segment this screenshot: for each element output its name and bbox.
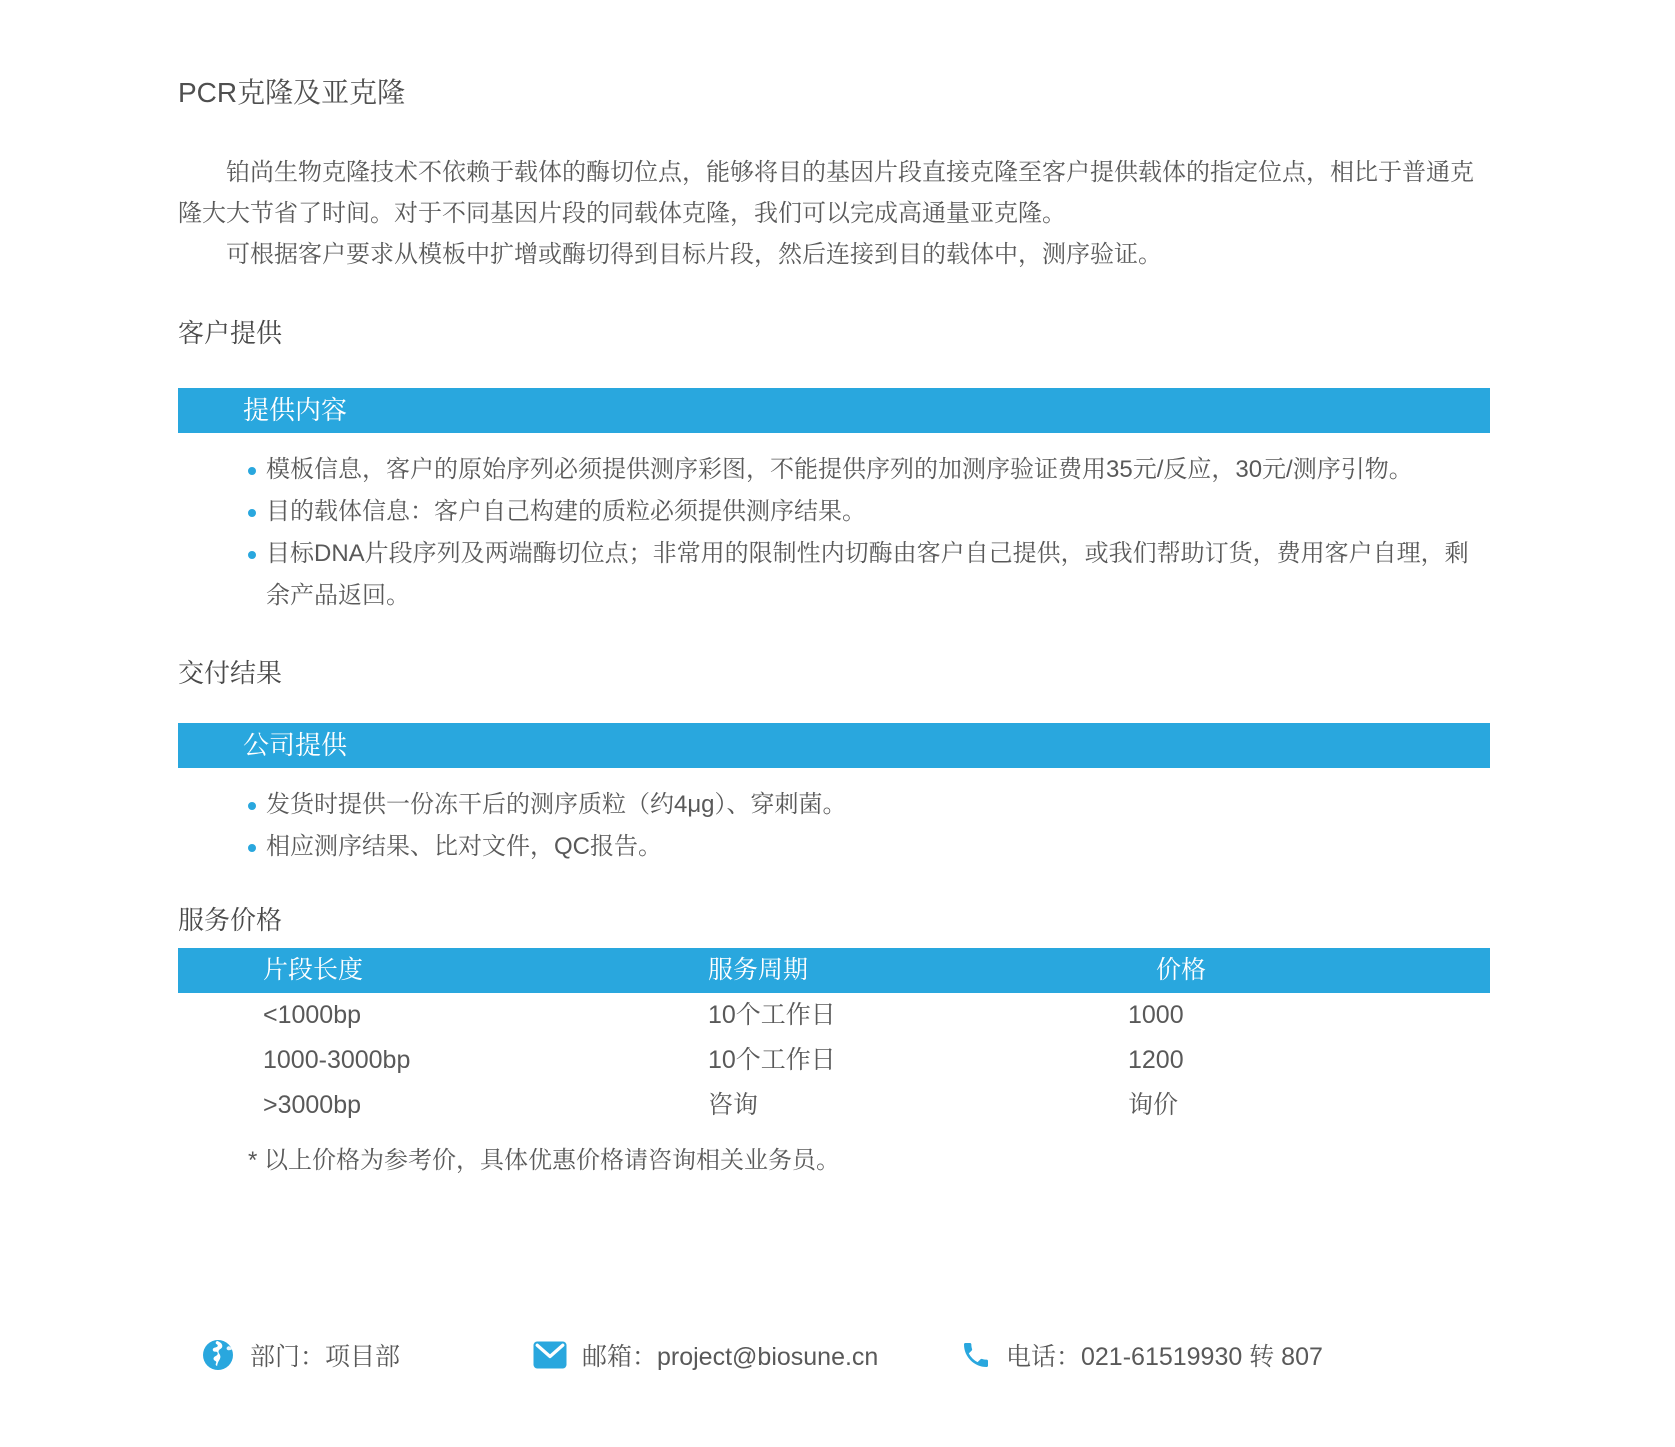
document-body: [178, 0, 1490, 1176]
column-header-fragment-length: 片段长度: [263, 956, 364, 984]
footer-phone-text: 电话：021-61519930 转 807: [1006, 1343, 1323, 1371]
intro-paragraphs: [178, 152, 1490, 275]
cell-service-cycle: 咨询: [708, 1091, 759, 1119]
section-heading-delivery: 交付结果: [178, 658, 283, 688]
column-header-price: 价格: [1156, 956, 1207, 984]
globe-icon: [200, 1337, 236, 1373]
customer-bar-label: 提供内容: [243, 395, 348, 425]
cell-price: 1200: [1128, 1046, 1184, 1074]
section-heading-customer: 客户提供: [178, 318, 283, 348]
footer-department-text: 部门：项目部: [250, 1343, 401, 1371]
footer-email-text: 邮箱：project@biosune.cn: [582, 1343, 879, 1371]
cell-price: 询价: [1128, 1091, 1179, 1119]
cell-service-cycle: 10个工作日: [708, 1046, 836, 1074]
delivery-bullet-list: [178, 784, 1490, 868]
footer-department: [200, 1330, 400, 1380]
list-item: [248, 533, 1490, 617]
phone-icon: [960, 1339, 992, 1371]
cell-fragment-length: >3000bp: [263, 1091, 362, 1119]
intro-paragraph-2: 可根据客户要求从模板中扩增或酶切得到目标片段，然后连接到目的载体中，测序验证。: [226, 241, 1162, 268]
list-item: [248, 784, 1490, 826]
price-note: * 以上价格为参考价，具体优惠价格请咨询相关业务员。: [248, 1147, 841, 1174]
contact-footer: [0, 1330, 1675, 1380]
mail-icon: [532, 1340, 568, 1370]
section-heading-pricing: 服务价格: [178, 905, 283, 935]
list-item: [248, 491, 1490, 533]
customer-bullet-list: [178, 449, 1490, 617]
bullet-dot-icon: [248, 844, 256, 852]
price-table-header: [178, 948, 1490, 993]
bullet-dot-icon: [248, 467, 256, 475]
footer-email: [532, 1330, 878, 1380]
bullet-dot-icon: [248, 509, 256, 517]
customer-bar: [178, 388, 1490, 433]
bullet-text: 目标DNA片段序列及两端酶切位点；非常用的限制性内切酶由客户自己提供，或我们帮助订货，费用客户自理，剩余产品返回。: [266, 540, 1469, 609]
list-item: [248, 449, 1490, 491]
bullet-dot-icon: [248, 802, 256, 810]
footer-phone: [960, 1330, 1323, 1380]
price-table: [178, 948, 1490, 1128]
intro-paragraph-1: 铂尚生物克隆技术不依赖于载体的酶切位点，能够将目的基因片段直接克隆至客户提供载体的指定位点，相比于普通克隆大大节省了时间。对于不同基因片段的同载体克隆，我们可以完成高通量亚克隆。: [178, 159, 1474, 227]
delivery-bar: [178, 723, 1490, 768]
table-row: [178, 1038, 1490, 1083]
bullet-dot-icon: [248, 551, 256, 559]
table-row: [178, 1083, 1490, 1128]
bullet-text: 目的载体信息：客户自己构建的质粒必须提供测序结果。: [266, 498, 866, 525]
list-item: [248, 826, 1490, 868]
cell-fragment-length: 1000-3000bp: [263, 1046, 411, 1074]
cell-price: 1000: [1128, 1001, 1184, 1029]
cell-fragment-length: <1000bp: [263, 1001, 362, 1029]
table-row: [178, 993, 1490, 1038]
bullet-text: 发货时提供一份冻干后的测序质粒（约4μg）、穿刺菌。: [266, 791, 847, 818]
column-header-service-cycle: 服务周期: [708, 956, 809, 984]
page-title: PCR克隆及亚克隆: [178, 77, 406, 108]
delivery-bar-label: 公司提供: [243, 730, 348, 760]
bullet-text: 相应测序结果、比对文件，QC报告。: [266, 833, 662, 860]
cell-service-cycle: 10个工作日: [708, 1001, 836, 1029]
bullet-text: 模板信息，客户的原始序列必须提供测序彩图，不能提供序列的加测序验证费用35元/反应，30元/测序引物。: [266, 456, 1413, 483]
